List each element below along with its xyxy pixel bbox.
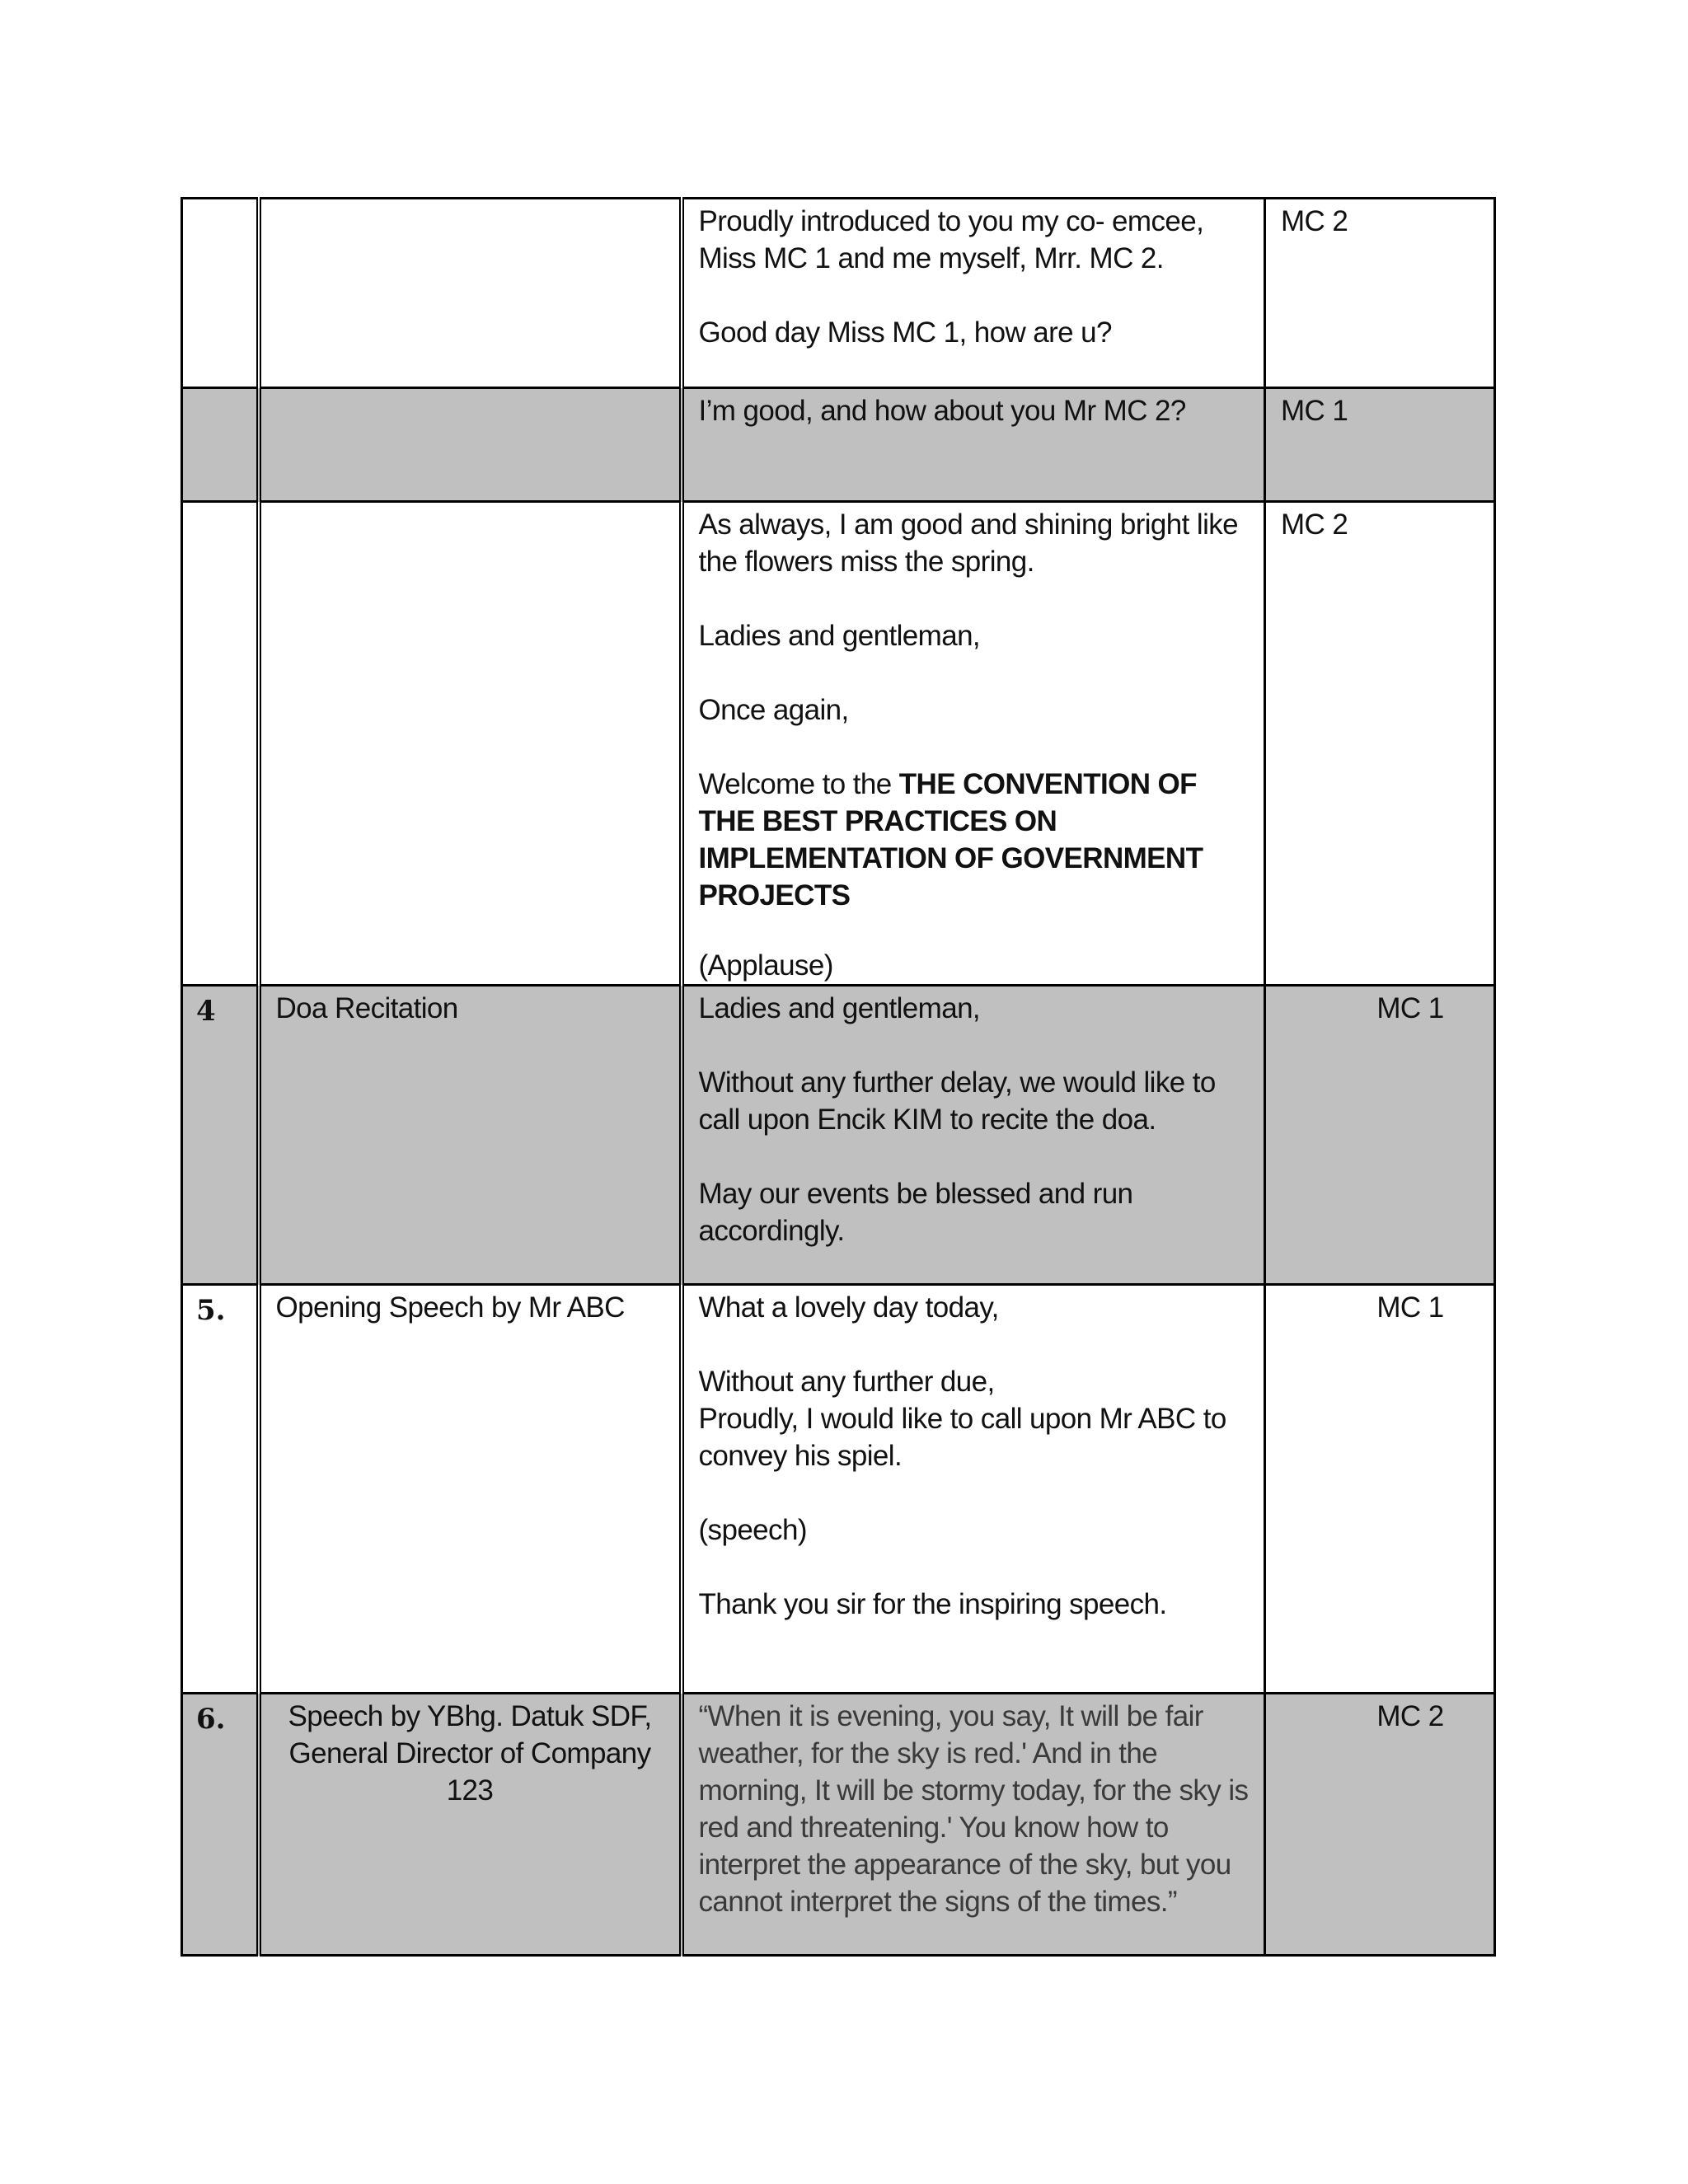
by-cell	[1265, 199, 1495, 388]
speaker: MC 1	[1376, 1291, 1444, 1324]
table-row	[182, 1285, 1495, 1694]
table-row	[182, 986, 1495, 1285]
table-row	[182, 1694, 1495, 1956]
script-cell	[682, 388, 1265, 502]
number-cell	[182, 199, 259, 388]
item-number: 4	[196, 995, 216, 1028]
script-line: Once again,	[698, 694, 849, 726]
table-row	[182, 199, 1495, 388]
item-cell	[259, 199, 682, 388]
item-cell	[259, 1285, 682, 1694]
by-cell	[1265, 1694, 1495, 1956]
item-cell	[259, 502, 682, 986]
table-row	[182, 388, 1495, 502]
script-line: Without any further delay, we would like to call upon Encik KIM to recite the doa.	[698, 1066, 1216, 1136]
script-line: Proudly, I would like to call upon Mr ABC to convey his spiel.	[698, 1403, 1226, 1472]
event-script-table	[181, 197, 1496, 1957]
script-line: Good day Miss MC 1, how are u?	[698, 316, 1112, 349]
speaker: MC 1	[1376, 992, 1444, 1024]
item-cell	[259, 388, 682, 502]
script-line: As always, I am good and shining bright like the flowers miss the spring.	[698, 509, 1239, 578]
script-line: (Applause)	[698, 949, 833, 982]
script-cell	[682, 199, 1265, 388]
script-line: (speech)	[698, 1514, 807, 1546]
item-title: Opening Speech by Mr ABC	[275, 1291, 625, 1324]
script-line: I’m good, and how about you Mr MC 2?	[698, 395, 1186, 427]
script-cell	[682, 1285, 1265, 1694]
script-cell	[682, 986, 1265, 1285]
number-cell	[182, 1285, 259, 1694]
item-number: 6.	[196, 1703, 226, 1736]
script-line: Ladies and gentleman,	[698, 992, 981, 1024]
speaker: MC 2	[1376, 1700, 1444, 1732]
by-cell	[1265, 1285, 1495, 1694]
script-line: Miss MC 1 and me myself, Mrr. MC 2.	[698, 242, 1164, 274]
item-cell	[259, 1694, 682, 1956]
number-cell	[182, 388, 259, 502]
number-cell	[182, 502, 259, 986]
script-line: Thank you sir for the inspiring speech.	[698, 1588, 1167, 1620]
script-line: Proudly introduced to you my co- emcee,	[698, 205, 1204, 237]
speaker: MC 2	[1281, 509, 1348, 541]
by-cell	[1265, 986, 1495, 1285]
by-cell	[1265, 388, 1495, 502]
table-row	[182, 502, 1495, 986]
speaker: MC 2	[1281, 205, 1348, 237]
speaker: MC 1	[1281, 395, 1348, 427]
item-cell	[259, 986, 682, 1285]
quote-text: “When it is evening, you say, It will be fair weather, for the sky is red.' And in the morning, It will be stormy today, for the sky is red and threatening.' You know how to interpret the appearance of the sky, but you cannot interpret the signs of the times.”	[698, 1700, 1249, 1918]
script-line: May our events be blessed and run accordingly.	[698, 1178, 1133, 1247]
script-line: Ladies and gentleman,	[698, 620, 981, 652]
script-line: What a lovely day today,	[698, 1291, 999, 1324]
item-number: 5.	[196, 1294, 226, 1327]
script-line: Welcome to the THE CONVENTION OF THE BEST PRACTICES ON IMPLEMENTATION OF GOVERNMENT PROJECTS	[698, 768, 1203, 912]
by-cell	[1265, 502, 1495, 986]
item-title: Speech by YBhg. Datuk SDF, General Director of Company 123	[288, 1700, 652, 1807]
number-cell	[182, 986, 259, 1285]
convention-title: THE CONVENTION OF THE BEST PRACTICES ON IMPLEMENTATION OF GOVERNMENT PROJECTS	[698, 768, 1203, 912]
script-cell	[682, 1694, 1265, 1956]
script-line: Without any further due,	[698, 1366, 995, 1398]
number-cell	[182, 1694, 259, 1956]
item-title: Doa Recitation	[275, 992, 458, 1024]
script-cell	[682, 502, 1265, 986]
